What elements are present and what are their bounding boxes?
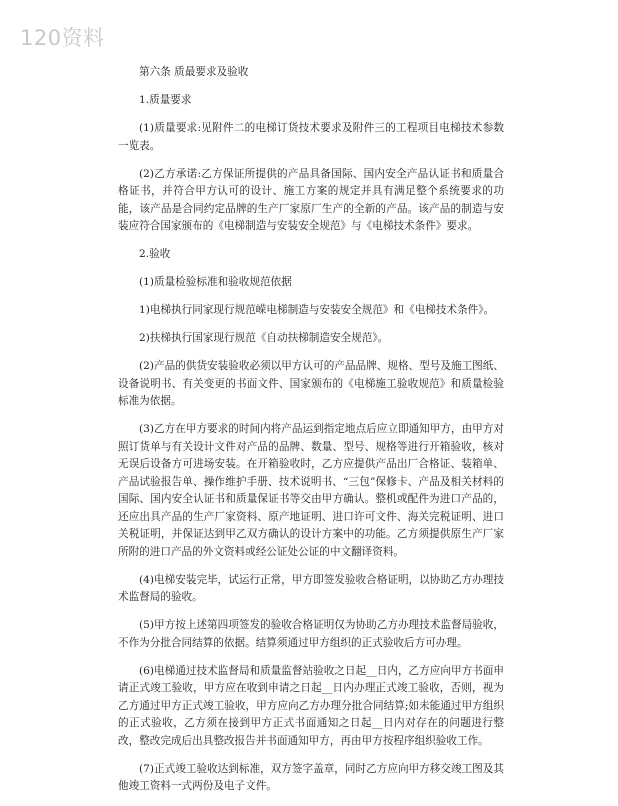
paragraph-delivery-inspection: (2)产品的供货安装验收必须以甲方认可的产品品牌、规格、型号及施工图纸、设备说明书、有关变更的书面文件、国家颁布的《电梯施工验收规范》和质量检验标准为依据。 [118, 360, 504, 407]
section-heading-quality: 1.质量要求 [139, 94, 192, 106]
section-heading-acceptance: 2.验收 [139, 248, 171, 260]
watermark-logo: 120资料 [20, 26, 105, 50]
article-title: 第六条 质最要求及验收 [139, 66, 249, 78]
paragraph-escalator-standard: 2)扶梯执行国家现行规范《自动扶梯制造安全规范》。 [139, 332, 389, 344]
paragraph-handover: (7)正式竣工验收达到标准，双方签字盖章，同时乙方应向甲方移交竣工图及其他竣工资料一式两份及电子文件。 [118, 762, 504, 792]
paragraph-certificate-usage: (5)甲方按上述第四项签发的验收合格证明仅为协助乙方办理技术监督局验收，不作为分批合同结算的依据。结算须通过甲方组织的正式验收后方可办理。 [118, 619, 504, 649]
paragraph-quality-requirement: (1)质量要求:见附件二的电梯订货技术要求及附件三的工程项目电梯技术参数一览表。 [118, 122, 504, 152]
paragraph-installation-complete: (4)电梯安装完毕，试运行正常，甲方即签发验收合格证明，以协助乙方办理技术监督局的验收。 [118, 573, 504, 603]
paragraph-elevator-standard: 1)电梯执行同家现行规范嵘电梯制造与安装安全规范》和《电梯技术条件》。 [139, 304, 495, 316]
document-body [118, 64, 504, 806]
paragraph-inspection-basis: (1)质量检验标准和验收规范依据 [139, 276, 292, 288]
paragraph-final-acceptance: (6)电梯通过技术监督局和质量监督站验收之日起__日内，乙方应向甲方书面申请正式竣工验收，甲方应在收到申请之日起__日内办理正式竣工验收，否则，视为乙方通过甲方正式竣工验收，甲方应向乙方办理分批合同结算;如未能通过甲方组织的正式验收，乙方须在接到甲方正式书面通知之日起__日内对存在的问题进行整改，整改完成后出具整改报告并书面通知甲方，再由甲方按程序组织验收工作。 [118, 664, 504, 747]
paragraph-supplier-commitment: (2)乙方承诺:乙方保证所提供的产品具备国际、国内安全产品认证书和质量合格证书，并符合甲方认可的设计、施工方案的规定并具有满足整个系统要求的功能，该产品是合同约定品牌的生产厂家原厂生产的全新的产品。该产品的制造与安装应符合国家颁布的《电梯制造与安装安全规范》与《电梯技术条件》要求。 [118, 167, 504, 232]
paragraph-unpacking-inspection: (3)乙方在甲方要求的时间内将产品运到指定地点后应立即通知甲方，由甲方对照订货单与有关设计文件对产品的品牌、数量、型号、规格等进行开箱验收，核对无误后设备方可进场安装。在开箱验收时，乙方应提供产品出厂合格证、装箱单、产品试验报告单、操作维护手册、技术说明书、“三包”保修卡、产品及相关材料的国际、国内安全认证书和质量保证书等交由甲方确认。整机或配件为进口产品的，还应出具产品的生产厂家资料、原产地证明、进口许可文件、海关完税证明、进口关税证明，并保证达到甲乙双方确认的设计方案中的功能。乙方须提供原生产厂家所附的进口产品的外文资料或经公证处公证的中文翻译资料。 [118, 423, 504, 558]
